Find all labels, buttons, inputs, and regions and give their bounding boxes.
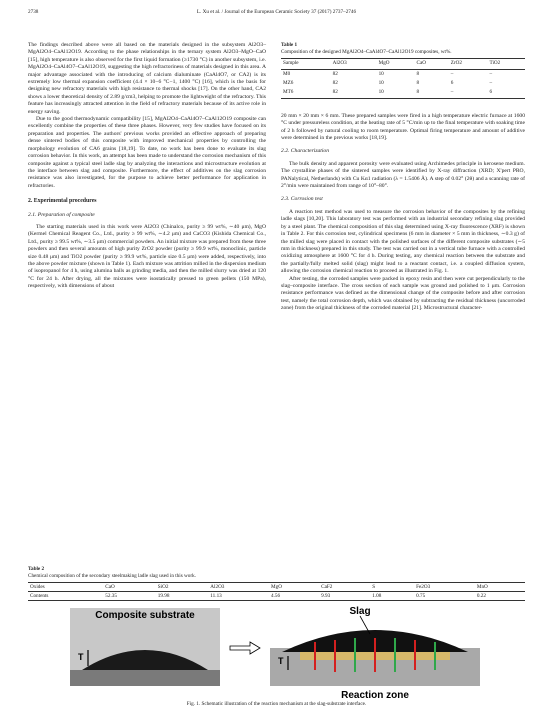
paragraph: The bulk density and apparent porosity were evaluated using Archimedes principle in kerosene medium. The crystalline phases of the sintered samples were identified by X-ray diffraction (XRD; X'pert PRO, PANalytical, Netherlands) with Cu Kα1 radiation (λ = 1.5406 Å). A step of 0.02° (2θ) and a scanning rate of 2°/min were maintained from range of 10°–80°.	[281, 160, 525, 190]
table-cell: 8	[416, 70, 420, 77]
paragraph: The starting materials used in this work were Al2O3 (Chinalco, purity ≥ 99 wt%, ∼40 μm), MgO (Kermel Chemical Reagent Co., Ltd., purity ≥ 99 wt%, ∼4.2 μm) and CaCO3 (Kishida Chemical Co., Ltd., purity ≥ 99.5 wt%, ∼3.5 μm) commercial powders. An initial mixture was prepared from these three powders and then several amounts of high purity ZrO2 powder (purity ≥ 99.9 wt%, monoclinic, particle size 0.48 μm) and TiO2 powder (purity ≥ 99.9 wt%, particle size 0.5 μm) were added, respectively, into the above powder mixture (shown in Table 1). Each mixture was attrition milled in the dispersion medium of isopropanol for 4 h, using alumina balls as grinding media, and then the milled slurry was dried at 120 °C for 24 h. After drying, all the mixtures were isostatically pressed to green pellets (150 MPa), respectively, with dimensions of about	[28, 223, 266, 290]
table-cell: 0.75	[416, 593, 426, 600]
process-arrow	[230, 642, 260, 654]
journal-citation: L. Xu et al. / Journal of the European Ceramic Society 37 (2017) 2737–2746	[196, 9, 357, 15]
temperature-label: T	[278, 656, 284, 666]
table1	[281, 58, 525, 99]
table-cell: 19.98	[157, 593, 170, 600]
table1-header: MgO	[378, 60, 390, 67]
table-cell: 11.13	[210, 593, 222, 600]
page-header	[28, 9, 525, 18]
table1-caption	[281, 42, 525, 55]
table2-header: Al2O3	[210, 584, 225, 591]
table2-header: MgO	[271, 584, 282, 591]
table2-header: Oxides	[30, 584, 45, 591]
table-cell: Contents	[30, 593, 49, 600]
table-cell: 52.35	[105, 593, 117, 600]
table2-header: CaO	[105, 584, 115, 591]
table1-header: ZrO2	[450, 60, 463, 67]
table2	[28, 582, 525, 601]
table-cell: 8	[416, 89, 420, 96]
left-column	[28, 42, 266, 291]
table-cell: MT6	[283, 89, 294, 96]
table1-header: TiO2	[489, 60, 501, 67]
table-cell: 82	[332, 70, 338, 77]
table-cell: –	[450, 70, 454, 77]
paragraph: After testing, the corroded samples were packed in epoxy resin and then were cut perpendicularly to the slag–composite interface. The cross section of each sample was ground and polished to 1 μm. Corrosion resistance performance was defined as the dimensional change of the composite before and after corrosion test, namely the total corrosion depth, which was obtained by subtracting the residual thickness (uncorroded zone) from the original thickness of the corroded material [21]. Microstructural character-	[281, 275, 525, 312]
table-cell: –	[450, 89, 454, 96]
right-column	[281, 42, 525, 313]
table1-title: Composition of the designed MgAl2O4–CaAl4O7–CaAl12O19 composites, wt%.	[281, 48, 452, 55]
section-heading: 2. Experimental procedures	[28, 198, 97, 205]
table-cell: –	[489, 70, 493, 77]
table-cell: 4.56	[271, 593, 281, 600]
table2-header: MnO	[476, 584, 488, 591]
temperature-label: T	[78, 652, 84, 662]
slag-label: Slag	[349, 606, 371, 617]
table-cell: 6	[489, 89, 493, 96]
table-cell: 8	[416, 80, 420, 86]
substrate-base	[70, 670, 220, 686]
table-cell: 10	[378, 80, 384, 86]
table1-header: Al2O3	[332, 60, 347, 67]
table2-header: S	[372, 584, 376, 591]
paragraph: The findings described above were all based on the materials designed in the subsystem Al2O3–MgAl2O4–CaAl12O19. According to the phase relationships in the ternary system Al2O3–MgO–CaO [15], high temperature is also observed for the first liquid formation (≥1730 °C) in another subsystem, i.e. MgAl2O4–CaAl4O7–CaAl12O19, suggesting the high refractoriness of materials designed in this area. A major advantage associated with the introducing of calcium dialuminate (CaAl4O7, or CA2) is its extremely low thermal expansion coefficient (4.4 × 10−6 °C−1, 1400 °C) [16], which is the basis for designing new refractory materials with high resistance to thermal shocks [17]. On the other hand, CA2 shows a lower theoretical density of 2.89 g/cm3, helping to promote the lightweight of the refractory. This feature has increasingly attracted attention in the field of refractory materials because of its active role in energy saving.	[28, 42, 266, 115]
table-row	[281, 79, 525, 88]
table-cell: 6	[450, 80, 454, 86]
paragraph: A reaction test method was used to measure the corrosion behavior of the composites by the refining ladle slags [10,20]. This laboratory test was performed with an industrial secondary refining slag provided by a steel plant. The chemical composition of this slag determined using X-ray fluorescence (XRF) is shown in Table 2. For this corrosion test, cylindrical specimens (6 mm in diameter × 5 mm in thickness, ∼0.3 g) of the milled slag were placed in contact with the polished surfaces of the different composite substrates (∼5 mm in thickness) prepared in this study. The test was carried out in a vertical tube furnace with a controlled oxidizing atmosphere at 1600 °C for 4 h. During testing, any chemical reaction between the substrate and the partially/fully melted solid (slag) might lead to a reactant contact, i.e. a coupled diffusion system, allowing the corrosion chemical reaction to proceed as illustrated in Fig. 1.	[281, 208, 525, 275]
table2-title: Chemical composition of the secondary steelmaking ladle slag used in this work.	[28, 572, 196, 579]
table-cell: 10	[378, 70, 384, 77]
table-cell: 82	[332, 80, 338, 86]
table-cell: 10	[378, 89, 384, 96]
table-cell: 0.22	[476, 593, 486, 600]
reaction-zone-label: Reaction zone	[341, 690, 409, 700]
page-number: 2738	[28, 9, 39, 15]
table-cell: 9.93	[321, 593, 331, 600]
table2-header: Fe2O3	[416, 584, 431, 591]
paragraph: Due to the good thermodynamic compatibility [15], MgAl2O4–CaAl4O7–CaAl12O19 composite can excellently combine the properties of these three phases. However, very few studies have focused on its preparation and properties. The authors' previous works provided an effective approach of preparing dense sintered bodies of this composite with improved mechanical properties by controlling the morphology evolution of CA6 grains [18,19]. To date, no work has been done to evaluate its slag corrosion behavior. In this work, an attempt has been made to understand the corrosion mechanism of this composite against a typical steel ladle slag by analyzing the interactions and microstructure evolution at the interface between slag and composite. Furthermore, the effect of additives on the slag corrosion resistance was also investigated, for the purpose to achieve better performance for application in refractories.	[28, 116, 266, 189]
figure-caption: Fig. 1. Schematic illustration of the reaction mechanism at the slag-substrate interface.	[186, 701, 367, 707]
table2-label: Table 2	[28, 566, 45, 572]
table-cell: 82	[332, 89, 338, 96]
table-cell: MZ6	[283, 80, 294, 86]
table-cell: 1.08	[372, 593, 382, 600]
subsection-heading: 2.1. Preparation of composite	[28, 211, 95, 218]
table2-block	[28, 566, 525, 601]
table2-header: SiO2	[157, 584, 169, 591]
paragraph: 20 mm × 20 mm × 6 mm. These prepared samples were fired in a high temperature electric furnace at 1600 °C under pressureless condition, at the heating rate of 5 °C/min up to the final temperature with soaking time of 2 h followed by natural cooling to room temperature. Optimal firing temperature and amount of additive were determined in the previous works [18,19].	[281, 112, 525, 142]
subsection-heading: 2.2. Characterization	[281, 148, 330, 155]
table1-header: Sample	[283, 60, 299, 67]
composite-substrate-label: Composite substrate	[95, 610, 195, 621]
table-row	[281, 69, 525, 79]
table1-label: Table 1	[281, 42, 298, 48]
table2-header: CaF2	[321, 584, 333, 591]
table-cell: M0	[283, 70, 291, 77]
subsection-heading: 2.3. Corrosion test	[281, 196, 323, 203]
table2-caption	[28, 566, 525, 579]
table1-header: CaO	[416, 60, 427, 67]
reaction-mechanism-figure	[60, 600, 500, 700]
table-row	[281, 88, 525, 98]
table-cell: –	[489, 80, 493, 86]
